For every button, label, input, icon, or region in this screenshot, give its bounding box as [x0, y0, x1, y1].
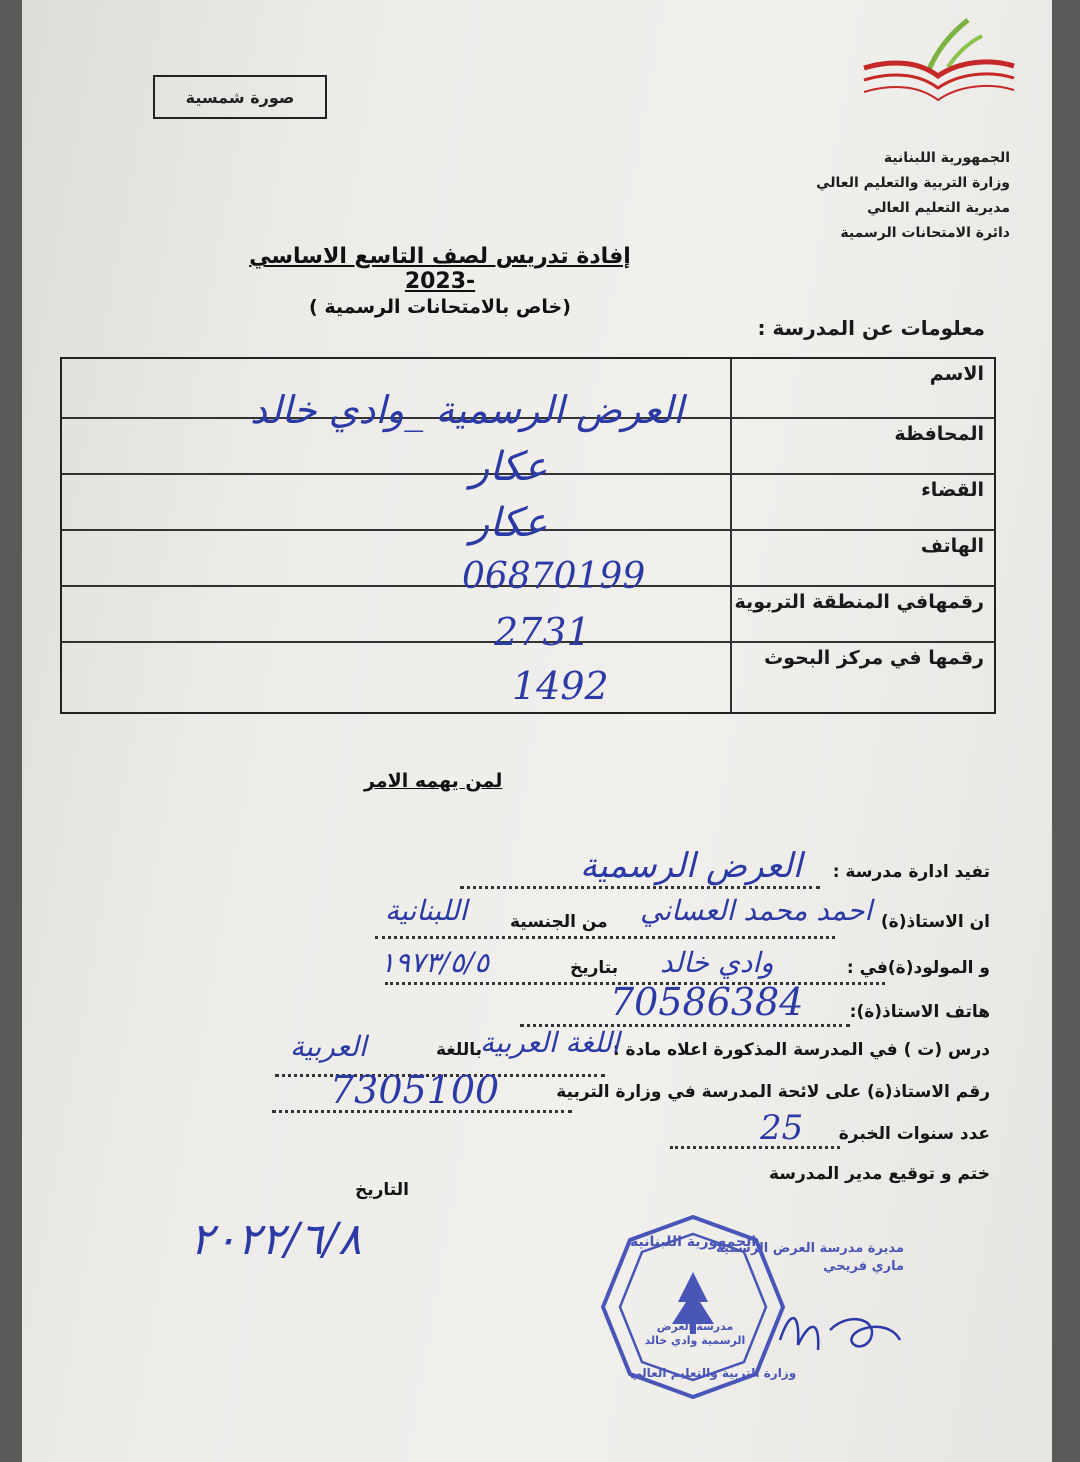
statement-line-2-mid: من الجنسية	[510, 912, 608, 932]
photo-box	[153, 75, 327, 119]
stamp-inner-text: وزارة التربية والتعليم العالي	[630, 1366, 797, 1380]
school-info-heading: معلومات عن المدرسة :	[757, 316, 985, 340]
row-label-district: القضاء	[921, 479, 984, 501]
dotted-line	[375, 936, 835, 939]
ministry-line: مديرية التعليم العالي	[867, 200, 1010, 216]
handwritten-nationality: اللبنانية	[385, 894, 468, 927]
row-label-edu-region-number: رقمهافي المنطقة التربوية	[734, 591, 984, 613]
handwritten-language: العربية	[290, 1030, 367, 1063]
photo-box-label: صورة شمسية	[185, 87, 295, 107]
principal-stamp-text	[716, 1240, 904, 1276]
to-whom-heading: لمن يهمه الامر	[364, 770, 503, 792]
ministry-line: دائرة الامتحانات الرسمية	[840, 225, 1010, 241]
handwritten-experience-years: 25	[760, 1108, 804, 1148]
handwritten-research-center-number: 1492	[512, 664, 609, 708]
ministry-header	[816, 146, 1010, 246]
ministry-line: وزارة التربية والتعليم العالي	[816, 175, 1010, 191]
statement-line-5-label: درس (ت ) في المدرسة المذكورة اعلاه مادة :	[612, 1040, 990, 1060]
stamp-center-text: مدرسة العرض الرسمية وادي خالد	[644, 1320, 746, 1347]
handwritten-teacher-name: احمد محمد العساني	[640, 894, 873, 927]
handwritten-birthdate: ١٩٧٣/٥/٥	[380, 946, 490, 979]
ministry-line: الجمهورية اللبنانية	[883, 150, 1010, 166]
handwritten-birthplace: وادي خالد	[660, 946, 774, 979]
principal-stamp-line: ماري فريحي	[823, 1259, 904, 1274]
row-label-research-center-number: رقمها في مركز البحوث	[764, 647, 984, 669]
date-label: التاريخ	[355, 1180, 409, 1200]
principal-signature-icon	[770, 1300, 910, 1360]
handwritten-governorate: عكار	[470, 444, 548, 490]
dotted-line	[670, 1146, 840, 1149]
handwritten-school: العرض الرسمية	[580, 846, 803, 886]
ministry-logo-icon	[858, 12, 1018, 112]
dotted-line	[460, 886, 820, 889]
statement-line-5-mid: باللغة	[436, 1040, 482, 1060]
statement-line-8-label: ختم و توقيع مدير المدرسة	[768, 1164, 990, 1184]
document-title	[230, 244, 650, 318]
handwritten-teacher-number: 7305100	[330, 1068, 500, 1112]
statement-line-7-label: عدد سنوات الخبرة	[838, 1124, 990, 1144]
title-main: إفادة تدريس لصف التاسع الاساسي -2023	[249, 244, 631, 294]
handwritten-school-name: العرض الرسمية _وادي خالد	[250, 388, 684, 432]
handwritten-subject: اللغة العربية	[480, 1026, 620, 1059]
handwritten-phone: 06870199	[462, 556, 646, 597]
row-label-name: الاسم	[929, 363, 984, 385]
principal-stamp-line: مديرة مدرسة العرض الرسمية	[716, 1241, 904, 1256]
handwritten-date: ٢٠٢٢/٦/٨	[190, 1214, 362, 1265]
statement-line-4-label: هاتف الاستاذ(ة):	[849, 1002, 990, 1022]
statement-line-3-label: و المولود(ة)في :	[846, 958, 990, 978]
handwritten-district: عكار	[470, 500, 548, 546]
handwritten-edu-region-number: 2731	[494, 610, 591, 654]
statement-line-3-mid: بتاريخ	[570, 958, 619, 978]
stamp-outer-text: الجمهورية اللبنانية	[630, 1234, 757, 1250]
row-label-phone: الهاتف	[920, 535, 984, 557]
handwritten-teacher-phone: 70586384	[610, 980, 804, 1024]
statement-line-1-label: تفيد ادارة مدرسة :	[832, 862, 990, 882]
title-sub: (خاص بالامتحانات الرسمية )	[309, 296, 571, 318]
statement-line-2-label: ان الاستاذ(ة)	[880, 912, 990, 932]
statement-line-6-label: رقم الاستاذ(ة) على لائحة المدرسة في وزارة التربية	[556, 1082, 990, 1102]
row-label-governorate: المحافظة	[894, 423, 984, 445]
